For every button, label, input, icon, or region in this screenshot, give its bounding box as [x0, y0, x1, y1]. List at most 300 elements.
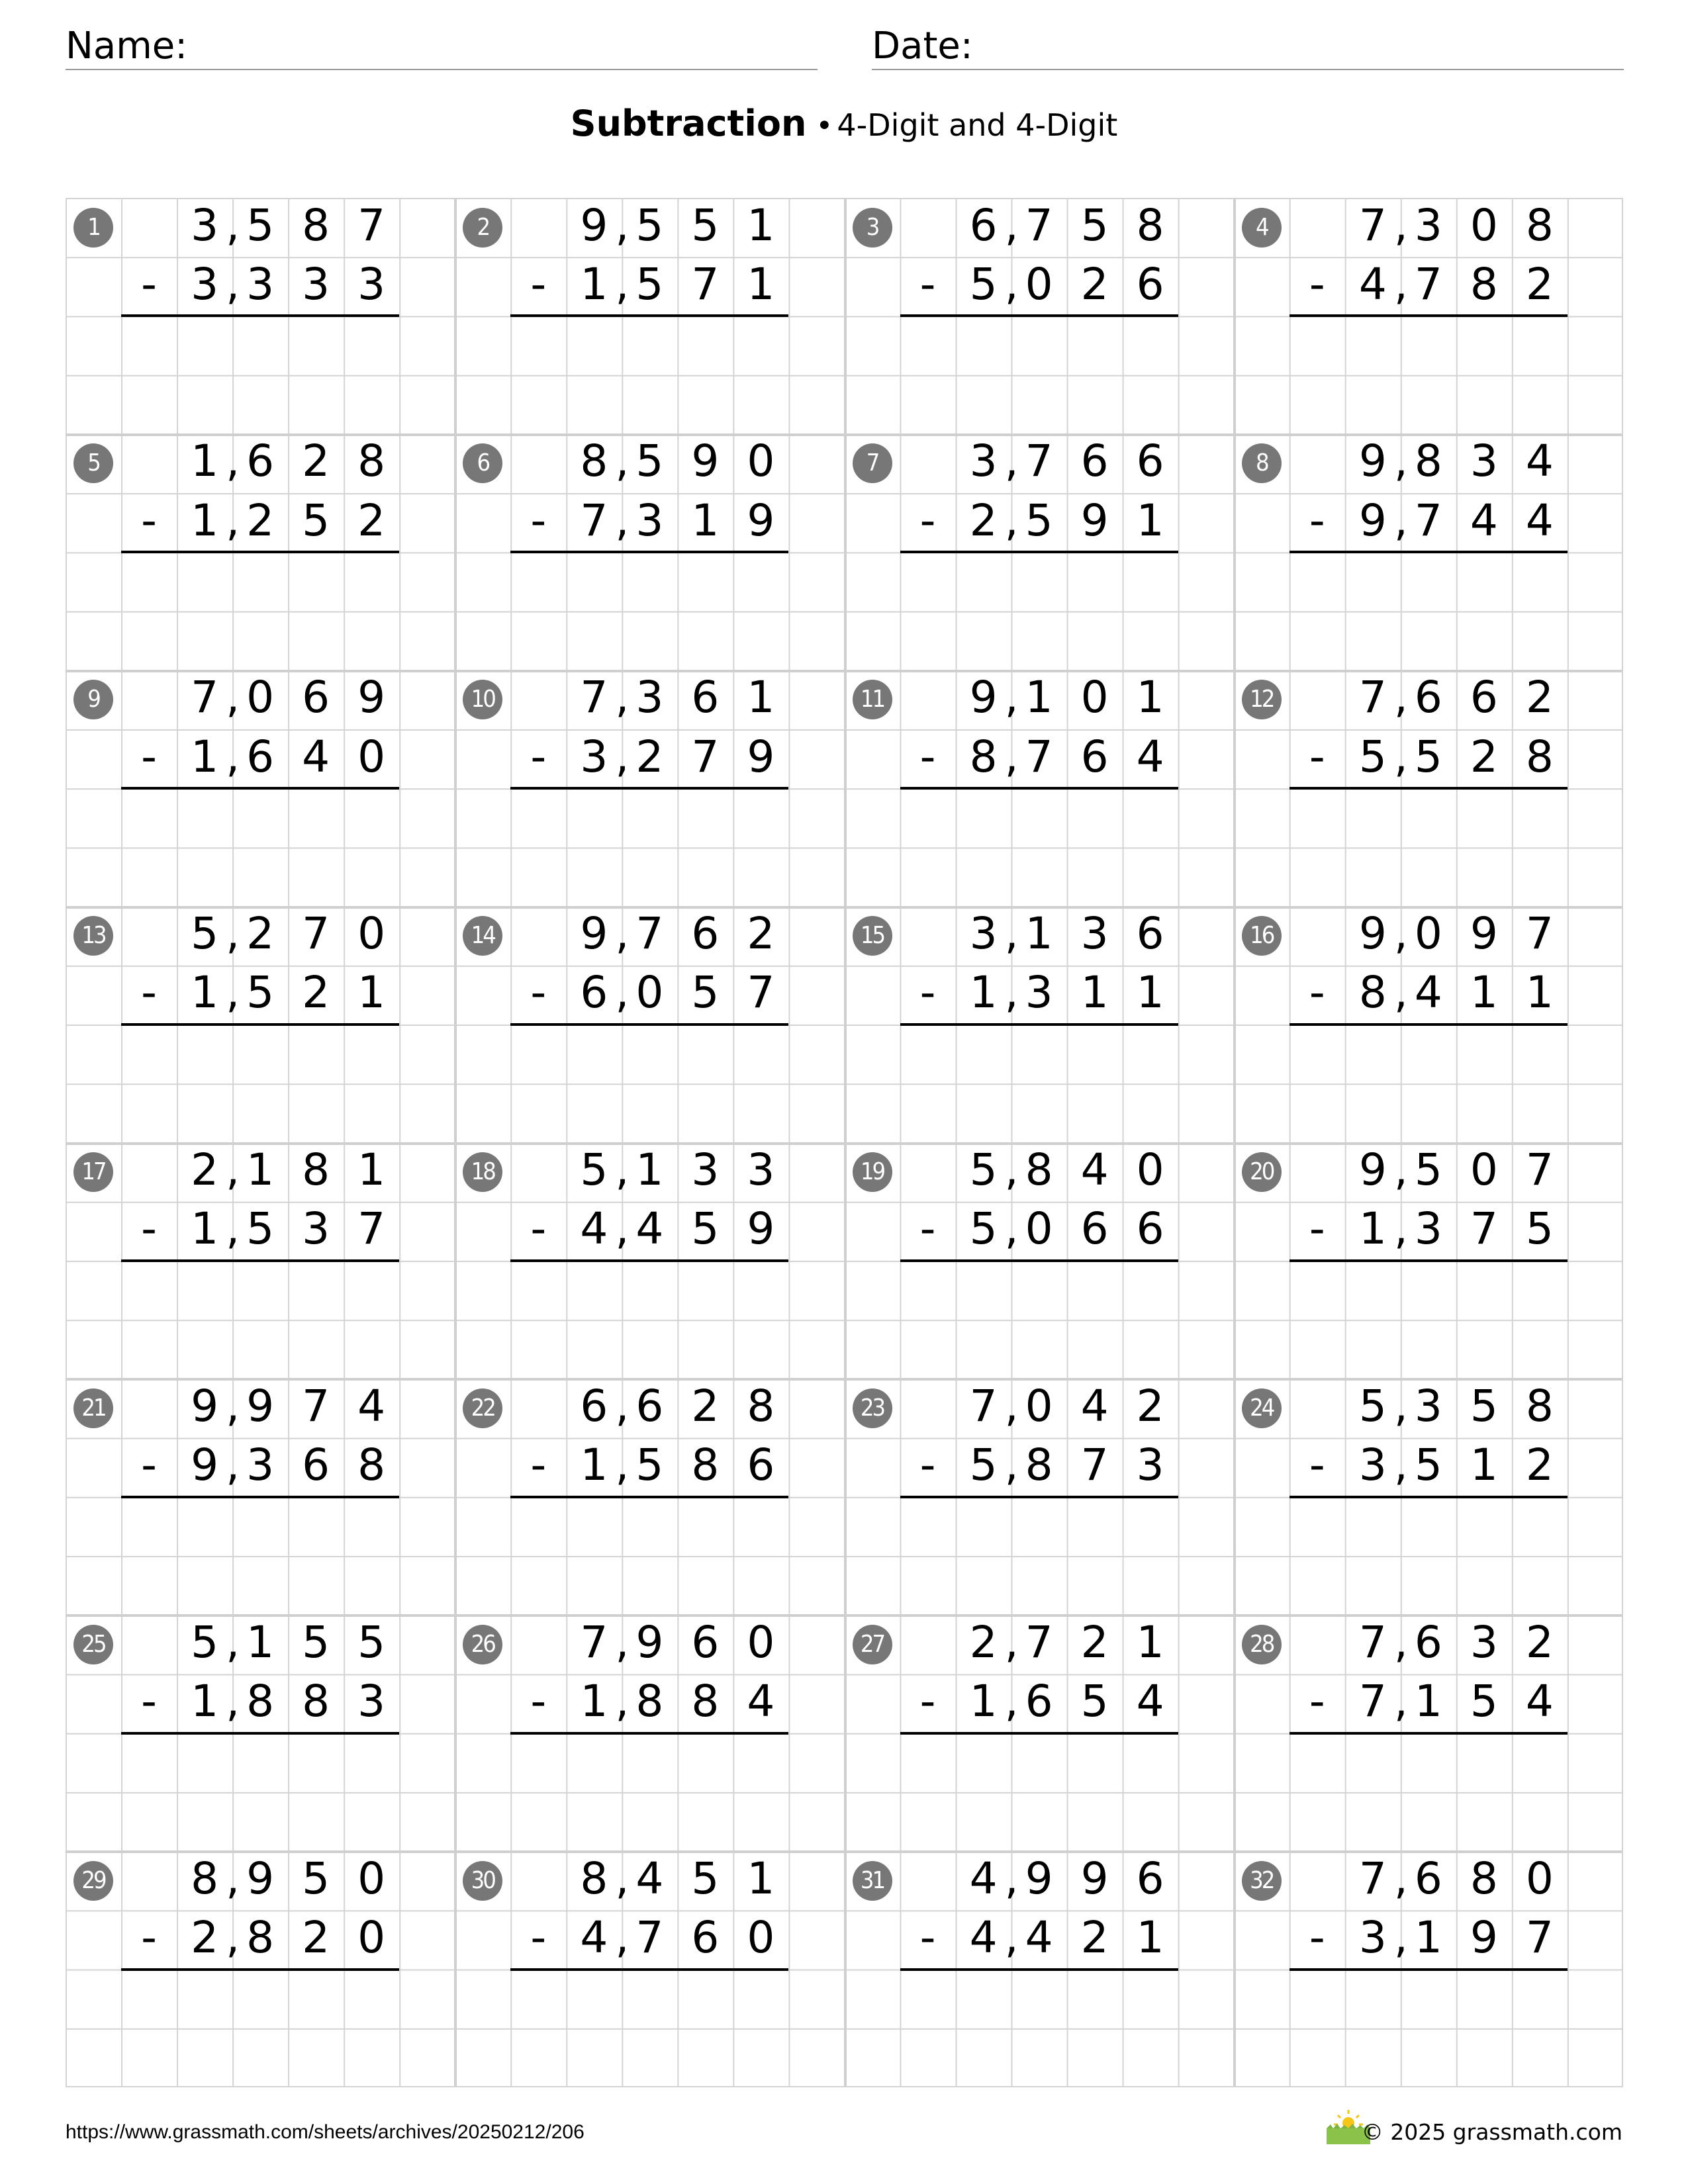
answer-space[interactable]: [121, 1970, 399, 2087]
subtrahend-digit: 3: [1136, 1439, 1164, 1491]
answer-space[interactable]: [900, 1497, 1178, 1615]
subtrahend-comma: ,: [1004, 967, 1019, 1019]
minuend-digit: 5: [302, 1852, 330, 1904]
minuend-digit: 8: [357, 435, 386, 487]
minus-sign: -: [919, 967, 936, 1019]
minuend-digit: 3: [1414, 1380, 1442, 1432]
answer-space[interactable]: [121, 788, 399, 906]
minuend-digit: 9: [691, 435, 720, 487]
minuend-digit: 6: [691, 672, 720, 723]
problem-number-badge: 28: [1242, 1625, 1282, 1664]
subtrahend-comma: ,: [226, 1439, 240, 1491]
problem-11: [845, 670, 1234, 907]
problem-number-badge: 4: [1242, 208, 1282, 248]
subtrahend-comma: ,: [1393, 967, 1408, 1019]
subtrahend-comma: ,: [1393, 1676, 1408, 1727]
subtrahend-digit: 3: [1358, 1911, 1387, 1963]
subtrahend-comma: ,: [1004, 1439, 1019, 1491]
minuend-digit: 1: [1136, 1616, 1164, 1668]
minuend-digit: 0: [1136, 1144, 1164, 1196]
minuend-digit: 9: [580, 199, 608, 251]
minuend-digit: 6: [302, 672, 330, 723]
answer-space[interactable]: [900, 552, 1178, 670]
minus-sign: -: [530, 1911, 547, 1963]
minuend-digit: 2: [1525, 672, 1554, 723]
problem-number-badge: 16: [1242, 916, 1282, 956]
subtrahend-digit: 6: [1025, 1676, 1053, 1727]
minus-sign: -: [141, 1439, 157, 1491]
problem-3: [845, 198, 1234, 434]
minus-sign: -: [141, 1676, 157, 1727]
minuend-comma: ,: [226, 672, 240, 723]
minuend-digit: 3: [1470, 435, 1498, 487]
minuend-digit: 3: [691, 1144, 720, 1196]
answer-space[interactable]: [121, 316, 399, 433]
worksheet-title: [0, 103, 1688, 144]
answer-space[interactable]: [900, 1733, 1178, 1851]
minuend-digit: 5: [635, 435, 664, 487]
answer-space[interactable]: [1289, 1970, 1568, 2087]
subtrahend-digit: 1: [691, 494, 720, 546]
problem-number-badge: 6: [463, 443, 502, 483]
problem-number-badge: 12: [1242, 680, 1282, 719]
subtrahend-digit: 4: [747, 1676, 775, 1727]
minus-sign: -: [530, 1439, 547, 1491]
subtrahend-comma: ,: [615, 967, 630, 1019]
minuend-digit: 6: [635, 1380, 664, 1432]
subtrahend-comma: ,: [615, 1439, 630, 1491]
subtrahend-digit: 8: [246, 1911, 275, 1963]
subtrahend-digit: 1: [747, 258, 775, 310]
problem-number-badge: 10: [463, 680, 502, 719]
minuend-digit: 2: [747, 908, 775, 960]
subtrahend-digit: 0: [1025, 1203, 1053, 1255]
minuend-digit: 5: [580, 1144, 608, 1196]
problem-number-badge: 19: [853, 1152, 892, 1192]
problem-27: [845, 1615, 1234, 1851]
subtrahend-digit: 4: [1136, 1676, 1164, 1727]
problem-23: [845, 1379, 1234, 1615]
minus-sign: -: [1309, 258, 1325, 310]
subtrahend-digit: 3: [357, 258, 386, 310]
answer-space[interactable]: [900, 1024, 1178, 1142]
name-field[interactable]: [66, 20, 818, 70]
subtrahend-digit: 5: [969, 1203, 998, 1255]
answer-space[interactable]: [1289, 1497, 1568, 1615]
problem-2: [455, 198, 844, 434]
problem-number-badge: 27: [853, 1625, 892, 1664]
problem-26: [455, 1615, 844, 1851]
problem-number-badge: 7: [853, 443, 892, 483]
minuend-digit: 3: [1414, 199, 1442, 251]
problem-number-badge: 3: [853, 208, 892, 248]
minuend-digit: 9: [357, 672, 386, 723]
subtrahend-digit: 5: [969, 1439, 998, 1491]
subtrahend-digit: 0: [1025, 258, 1053, 310]
problem-1: [66, 198, 455, 434]
minuend-digit: 1: [635, 1144, 664, 1196]
subtrahend-digit: 5: [691, 967, 720, 1019]
subtrahend-comma: ,: [1393, 1911, 1408, 1963]
minuend-digit: 9: [191, 1380, 219, 1432]
minuend-digit: 4: [357, 1380, 386, 1432]
minuend-digit: 8: [302, 1144, 330, 1196]
answer-space[interactable]: [121, 1733, 399, 1851]
minuend-digit: 8: [1525, 1380, 1554, 1432]
minuend-digit: 6: [1414, 1852, 1442, 1904]
problem-number-badge: 23: [853, 1388, 892, 1428]
minuend-digit: 0: [357, 908, 386, 960]
subtrahend-digit: 1: [191, 967, 219, 1019]
subtrahend-digit: 4: [1025, 1911, 1053, 1963]
answer-space[interactable]: [510, 1733, 788, 1851]
minuend-digit: 1: [357, 1144, 386, 1196]
minuend-digit: 8: [580, 1852, 608, 1904]
minuend-digit: 5: [191, 908, 219, 960]
minuend-digit: 1: [191, 435, 219, 487]
minuend-digit: 3: [969, 908, 998, 960]
minuend-digit: 0: [747, 435, 775, 487]
subtrahend-digit: 8: [1470, 258, 1498, 310]
subtrahend-digit: 3: [302, 258, 330, 310]
problem-number-badge: 32: [1242, 1861, 1282, 1901]
minus-sign: -: [1309, 1203, 1325, 1255]
minuend-digit: 6: [1136, 908, 1164, 960]
minuend-digit: 2: [1080, 1616, 1109, 1668]
subtrahend-digit: 1: [357, 967, 386, 1019]
minuend-comma: ,: [615, 1380, 630, 1432]
minus-sign: -: [1309, 1676, 1325, 1727]
subtrahend-digit: 1: [1525, 967, 1554, 1019]
minuend-digit: 8: [1470, 1852, 1498, 1904]
subtrahend-comma: ,: [615, 731, 630, 782]
subtrahend-digit: 7: [1470, 1203, 1498, 1255]
minuend-comma: ,: [1004, 1380, 1019, 1432]
minuend-comma: ,: [615, 435, 630, 487]
problem-19: [845, 1143, 1234, 1379]
subtrahend-digit: 7: [1525, 1911, 1554, 1963]
minuend-digit: 3: [1470, 1616, 1498, 1668]
problem-14: [455, 907, 844, 1143]
minus-sign: -: [530, 1676, 547, 1727]
subtrahend-digit: 2: [969, 494, 998, 546]
answer-space[interactable]: [900, 316, 1178, 433]
problem-12: [1234, 670, 1623, 907]
answer-space[interactable]: [1289, 1024, 1568, 1142]
minuend-digit: 8: [580, 435, 608, 487]
answer-space[interactable]: [510, 1261, 788, 1379]
problem-number-badge: 20: [1242, 1152, 1282, 1192]
minuend-digit: 1: [246, 1616, 275, 1668]
problem-13: [66, 907, 455, 1143]
subtrahend-digit: 2: [1525, 258, 1554, 310]
subtrahend-comma: ,: [1004, 1676, 1019, 1727]
minuend-digit: 9: [1358, 1144, 1387, 1196]
minuend-digit: 4: [1080, 1380, 1109, 1432]
minuend-digit: 6: [1136, 435, 1164, 487]
minuend-digit: 8: [191, 1852, 219, 1904]
minuend-digit: 8: [1025, 1144, 1053, 1196]
minuend-digit: 2: [246, 908, 275, 960]
minus-sign: -: [919, 1911, 936, 1963]
subtrahend-digit: 1: [1358, 1203, 1387, 1255]
minus-sign: -: [1309, 1911, 1325, 1963]
answer-space[interactable]: [1289, 1733, 1568, 1851]
problem-21: [66, 1379, 455, 1615]
subtrahend-digit: 1: [1080, 967, 1109, 1019]
subtrahend-digit: 5: [1025, 494, 1053, 546]
problem-5: [66, 434, 455, 670]
minus-sign: -: [141, 967, 157, 1019]
minuend-comma: ,: [1393, 1144, 1408, 1196]
minuend-digit: 9: [246, 1380, 275, 1432]
subtrahend-digit: 8: [969, 731, 998, 782]
minus-sign: -: [1309, 731, 1325, 782]
subtrahend-digit: 5: [246, 967, 275, 1019]
problem-7: [845, 434, 1234, 670]
minuend-comma: ,: [615, 672, 630, 723]
subtrahend-digit: 3: [302, 1203, 330, 1255]
minuend-comma: ,: [1004, 199, 1019, 251]
subtrahend-digit: 7: [747, 967, 775, 1019]
minuend-digit: 7: [635, 908, 664, 960]
subtrahend-digit: 5: [1414, 1439, 1442, 1491]
subtrahend-digit: 8: [1358, 967, 1387, 1019]
answer-space[interactable]: [1289, 316, 1568, 433]
problem-number-badge: 24: [1242, 1388, 1282, 1428]
minuend-digit: 6: [1136, 1852, 1164, 1904]
minuend-digit: 9: [969, 672, 998, 723]
subtrahend-digit: 1: [191, 1676, 219, 1727]
problem-25: [66, 1615, 455, 1851]
problem-29: [66, 1851, 455, 2087]
problem-number-badge: 30: [463, 1861, 502, 1901]
subtrahend-comma: ,: [1004, 1203, 1019, 1255]
subtrahend-digit: 1: [1136, 494, 1164, 546]
minuend-digit: 8: [1414, 435, 1442, 487]
subtrahend-digit: 7: [1414, 258, 1442, 310]
answer-space[interactable]: [121, 552, 399, 670]
minus-sign: -: [919, 1203, 936, 1255]
minuend-comma: ,: [615, 908, 630, 960]
minuend-digit: 6: [969, 199, 998, 251]
subtrahend-comma: ,: [1393, 494, 1408, 546]
problem-number-badge: 9: [73, 680, 113, 719]
minuend-comma: ,: [226, 1616, 240, 1668]
footer-copyright: © 2025 grassmath.com: [1361, 2119, 1622, 2145]
answer-space[interactable]: [510, 788, 788, 906]
subtrahend-digit: 4: [1358, 258, 1387, 310]
subtrahend-comma: ,: [615, 494, 630, 546]
answer-space[interactable]: [121, 1497, 399, 1615]
subtrahend-digit: 9: [747, 1203, 775, 1255]
problem-grid: [66, 198, 1623, 2087]
minuend-digit: 6: [1080, 435, 1109, 487]
minuend-comma: ,: [226, 199, 240, 251]
subtrahend-digit: 3: [357, 1676, 386, 1727]
minuend-comma: ,: [615, 1616, 630, 1668]
answer-space[interactable]: [510, 1497, 788, 1615]
subtrahend-digit: 2: [1080, 1911, 1109, 1963]
minuend-digit: 1: [747, 1852, 775, 1904]
subtrahend-digit: 4: [969, 1911, 998, 1963]
answer-space[interactable]: [121, 1261, 399, 1379]
subtrahend-digit: 9: [191, 1439, 219, 1491]
problem-6: [455, 434, 844, 670]
subtrahend-digit: 1: [969, 967, 998, 1019]
subtrahend-digit: 5: [1358, 731, 1387, 782]
subtrahend-digit: 1: [580, 258, 608, 310]
minuend-digit: 6: [1470, 672, 1498, 723]
minus-sign: -: [141, 494, 157, 546]
problem-24: [1234, 1379, 1623, 1615]
footer-url: https://www.grassmath.com/sheets/archives/20250212/206: [66, 2121, 585, 2143]
subtrahend-comma: ,: [226, 967, 240, 1019]
subtrahend-digit: 7: [357, 1203, 386, 1255]
subtrahend-digit: 4: [580, 1203, 608, 1255]
minuend-digit: 5: [1414, 1144, 1442, 1196]
subtrahend-digit: 8: [691, 1439, 720, 1491]
subtrahend-digit: 2: [357, 494, 386, 546]
problem-number-badge: 15: [853, 916, 892, 956]
minuend-comma: ,: [226, 1380, 240, 1432]
answer-space[interactable]: [510, 1024, 788, 1142]
subtrahend-digit: 2: [1470, 731, 1498, 782]
minuend-comma: ,: [1004, 1144, 1019, 1196]
date-label: Date:: [872, 24, 973, 68]
minuend-digit: 5: [1470, 1380, 1498, 1432]
subtrahend-comma: ,: [226, 258, 240, 310]
minuend-digit: 6: [691, 908, 720, 960]
minuend-digit: 0: [1080, 672, 1109, 723]
subtrahend-comma: ,: [226, 1911, 240, 1963]
subtrahend-digit: 4: [302, 731, 330, 782]
problem-31: [845, 1851, 1234, 2087]
subtrahend-digit: 2: [302, 967, 330, 1019]
answer-space[interactable]: [1289, 552, 1568, 670]
problem-number-badge: 25: [73, 1625, 113, 1664]
minus-sign: -: [1309, 494, 1325, 546]
minus-sign: -: [919, 731, 936, 782]
answer-space[interactable]: [900, 1261, 1178, 1379]
subtrahend-digit: 7: [1080, 1439, 1109, 1491]
minuend-digit: 9: [1358, 435, 1387, 487]
subtrahend-digit: 4: [1525, 1676, 1554, 1727]
problem-15: [845, 907, 1234, 1143]
subtrahend-digit: 3: [1358, 1439, 1387, 1491]
minus-sign: -: [141, 1203, 157, 1255]
name-label: Name:: [66, 24, 188, 68]
subtrahend-digit: 6: [1080, 731, 1109, 782]
answer-space[interactable]: [510, 316, 788, 433]
minuend-digit: 9: [1025, 1852, 1053, 1904]
subtrahend-digit: 9: [747, 731, 775, 782]
answer-space[interactable]: [121, 1024, 399, 1142]
minuend-comma: ,: [1393, 199, 1408, 251]
answer-space[interactable]: [1289, 1261, 1568, 1379]
date-field[interactable]: [872, 20, 1624, 70]
subtrahend-digit: 7: [580, 494, 608, 546]
subtrahend-digit: 3: [1414, 1203, 1442, 1255]
subtrahend-digit: 2: [1080, 258, 1109, 310]
minuend-digit: 9: [1080, 1852, 1109, 1904]
problem-number-badge: 2: [463, 208, 502, 248]
subtrahend-digit: 5: [635, 1439, 664, 1491]
subtrahend-digit: 5: [635, 258, 664, 310]
answer-space[interactable]: [900, 1970, 1178, 2087]
subtrahend-digit: 6: [302, 1439, 330, 1491]
subtrahend-comma: ,: [1004, 494, 1019, 546]
subtrahend-digit: 7: [691, 258, 720, 310]
minuend-digit: 1: [747, 199, 775, 251]
subtrahend-digit: 8: [1525, 731, 1554, 782]
subtrahend-comma: ,: [1393, 1203, 1408, 1255]
minus-sign: -: [530, 1203, 547, 1255]
minuend-digit: 0: [1470, 1144, 1498, 1196]
subtrahend-digit: 1: [1414, 1676, 1442, 1727]
problem-number-badge: 14: [463, 916, 502, 956]
problem-18: [455, 1143, 844, 1379]
subtrahend-digit: 0: [357, 731, 386, 782]
minuend-digit: 4: [1080, 1144, 1109, 1196]
problem-number-badge: 17: [73, 1152, 113, 1192]
subtrahend-digit: 6: [1136, 1203, 1164, 1255]
answer-space[interactable]: [1289, 788, 1568, 906]
problem-22: [455, 1379, 844, 1615]
problem-number-badge: 22: [463, 1388, 502, 1428]
subtrahend-digit: 5: [969, 258, 998, 310]
problem-number-badge: 29: [73, 1861, 113, 1901]
minuend-digit: 2: [191, 1144, 219, 1196]
answer-space[interactable]: [510, 1970, 788, 2087]
minuend-digit: 7: [1525, 1144, 1554, 1196]
subtrahend-digit: 3: [191, 258, 219, 310]
minuend-digit: 8: [1525, 199, 1554, 251]
subtrahend-digit: 5: [1525, 1203, 1554, 1255]
subtrahend-digit: 1: [969, 1676, 998, 1727]
minuend-digit: 9: [580, 908, 608, 960]
title-separator: •: [816, 109, 833, 143]
subtrahend-digit: 8: [357, 1439, 386, 1491]
answer-space[interactable]: [900, 788, 1178, 906]
subtrahend-digit: 7: [1025, 731, 1053, 782]
minus-sign: -: [1309, 1439, 1325, 1491]
subtrahend-digit: 1: [1470, 1439, 1498, 1491]
minuend-digit: 3: [191, 199, 219, 251]
minuend-comma: ,: [615, 1852, 630, 1904]
subtrahend-digit: 2: [302, 1911, 330, 1963]
minuend-digit: 2: [1136, 1380, 1164, 1432]
minuend-digit: 6: [1414, 1616, 1442, 1668]
subtrahend-digit: 5: [1470, 1676, 1498, 1727]
minuend-digit: 3: [969, 435, 998, 487]
answer-space[interactable]: [510, 552, 788, 670]
minuend-comma: ,: [1393, 1380, 1408, 1432]
subtrahend-digit: 9: [1080, 494, 1109, 546]
problem-17: [66, 1143, 455, 1379]
subtrahend-digit: 1: [1470, 967, 1498, 1019]
subtrahend-comma: ,: [226, 1676, 240, 1727]
subtrahend-digit: 1: [1136, 1911, 1164, 1963]
subtrahend-digit: 4: [580, 1911, 608, 1963]
subtrahend-comma: ,: [615, 1911, 630, 1963]
minuend-digit: 7: [302, 908, 330, 960]
minuend-comma: ,: [1004, 908, 1019, 960]
subtrahend-digit: 5: [691, 1203, 720, 1255]
subtrahend-digit: 3: [1025, 967, 1053, 1019]
subtrahend-comma: ,: [1393, 258, 1408, 310]
minus-sign: -: [141, 258, 157, 310]
